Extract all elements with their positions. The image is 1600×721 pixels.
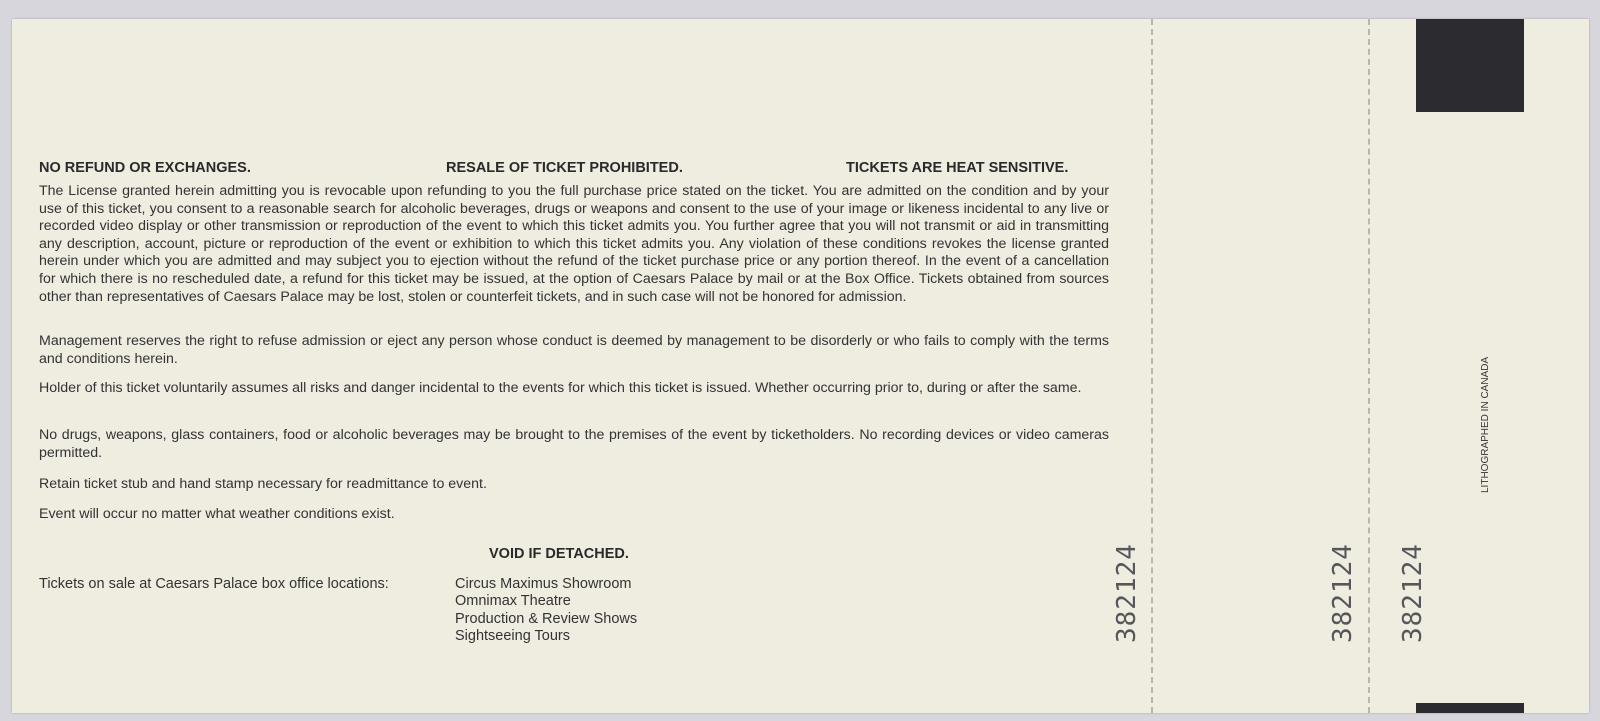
sales-location: Circus Maximus Showroom [455,576,632,592]
heading-no-refund: NO REFUND OR EXCHANGES. [39,160,251,176]
sales-location: Omnimax Theatre [455,593,571,610]
serial-number: 382124 [1328,543,1358,643]
printer-note: LITHOGRAPHED IN CANADA [1480,356,1491,493]
weather-paragraph: Event will occur no matter what weather conditions exist. [39,506,395,522]
sales-locations [455,576,637,646]
perforation-line [1368,19,1370,713]
sales-location: Sightseeing Tours [455,628,571,645]
black-marker-bar [1416,703,1524,713]
black-marker-block [1416,19,1524,112]
heading-resale-prohibited: RESALE OF TICKET PROHIBITED. [446,160,683,176]
license-terms-paragraph: The License granted herein admitting you is revocable upon refunding to you the full purchase price stated on the ticket. You are admitted on the condition and by your use of this ticket, you consent to a reasonable search for alcoholic beverages, drugs or weapons and consent to the use of your image or likeness incidental to any live or recorded video display or other transmission or reproduction of the event to which this ticket admits you. You further agree that you will not transmit or aid in transmitting any description, account, picture or reproduction of the event or exhibition to which this ticket admits you. Any violation of these conditions revokes the license granted herein under which you are admitted and may subject you to ejection without the refund of the ticket purchase price or any portion thereof. In the event of a cancellation for which there is no rescheduled date, a refund for this ticket may be issued, at the option of Caesars Palace by mail or at the Box Office. Tickets obtained from sources other than representatives of Caesars Palace may be lost, stolen or counterfeit tickets, and in such case will not be honored for admission. [39,183,1109,305]
management-paragraph: Management reserves the right to refuse admission or eject any person whose conduct is deemed by management to be disorderly or who fails to comply with the terms and conditions herein. [39,333,1109,367]
prohibited-items-paragraph: No drugs, weapons, glass containers, food or alcoholic beverages may be brought to the premises of the event by ticketholders. No recording devices or video cameras permitted. [39,427,1109,461]
heading-heat-sensitive: TICKETS ARE HEAT SENSITIVE. [846,160,1069,176]
perforation-line [1151,19,1153,713]
serial-number: 382124 [1112,543,1142,643]
ticket-back [12,19,1589,713]
void-notice: VOID IF DETACHED. [489,546,629,562]
risk-paragraph: Holder of this ticket voluntarily assumes all risks and danger incidental to the events for which this ticket is issued. Whether occurring prior to, during or after the same. [39,380,1082,396]
serial-number: 382124 [1398,543,1428,643]
readmittance-paragraph: Retain ticket stub and hand stamp necessary for readmittance to event. [39,476,487,492]
sales-label: Tickets on sale at Caesars Palace box office locations: [39,576,389,592]
sales-location: Production & Review Shows [455,610,638,627]
